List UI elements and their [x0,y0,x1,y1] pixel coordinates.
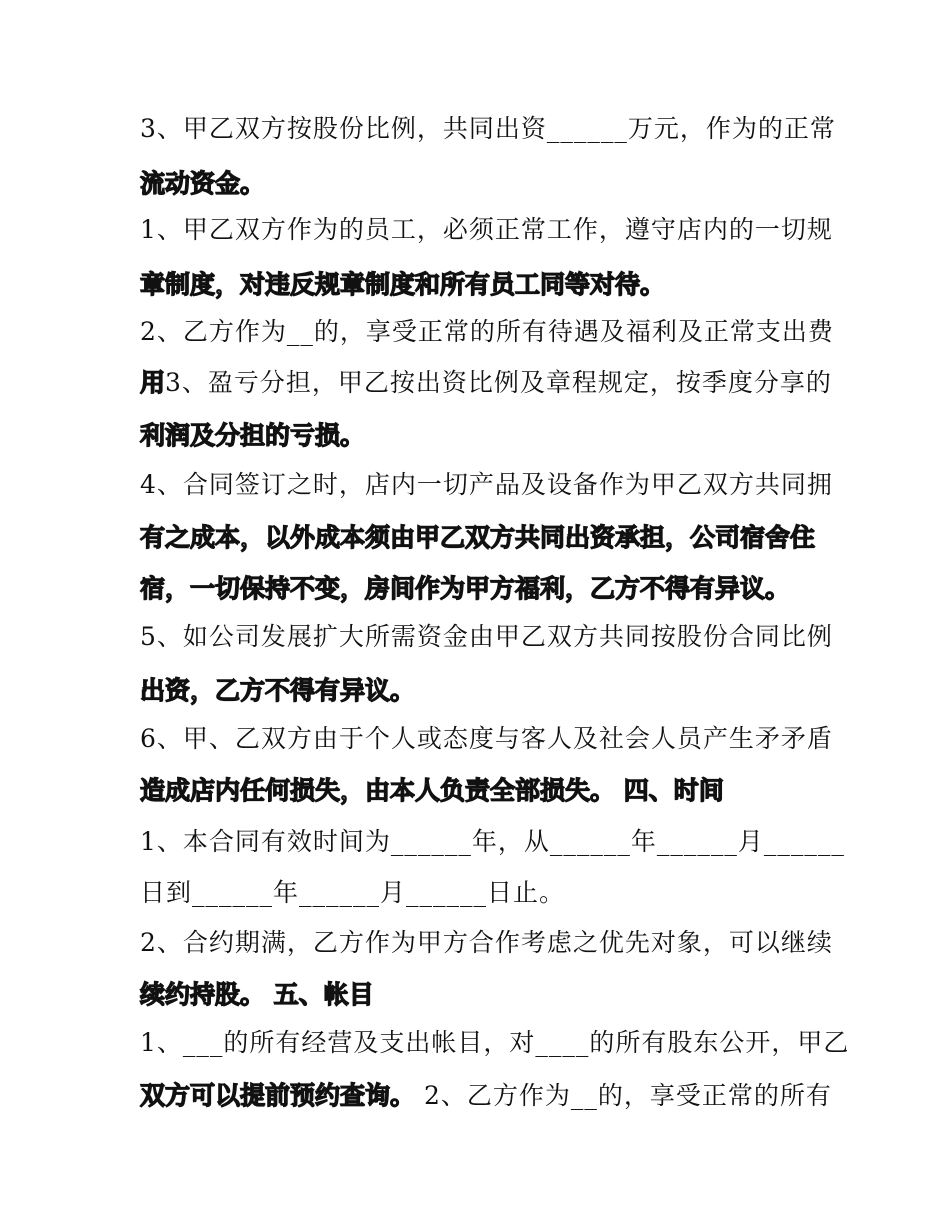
line-4 [140,268,840,302]
line-18 [140,978,840,1012]
line-8-text: 4、合同签订之时，店内一切产品及设备作为甲乙双方共同拥 [140,470,833,499]
line-19-text: 1、___的所有经营及支出帐目，对____的所有股东公开，甲乙 [140,1028,850,1057]
line-17-text: 2、合约期满，乙方作为甲方合作考虑之优先对象，可以继续 [140,928,833,957]
line-15 [140,825,845,859]
line-7-hollow-text: 利润及分担的亏损。 [140,421,366,450]
line-1-text: 3、甲乙双方按股份比例，共同出资______万元，作为的正常 [140,114,836,143]
line-5 [140,315,840,349]
line-3 [140,213,840,247]
line-9-hollow-text: 有之成本，以外成本须由甲乙双方共同出资承担，公司宿舍住 [140,523,816,552]
line-12-hollow-text: 出资，乙方不得有异议。 [140,676,416,705]
line-20 [140,1079,840,1113]
line-16-text: 日到______年______月______日止。 [140,878,566,907]
line-17 [140,926,840,960]
line-8 [140,468,840,502]
line-10-hollow-text: 宿，一切保持不变，房间作为甲方福利，乙方不得有异议。 [140,574,791,603]
line-9 [140,521,840,555]
line-5-text: 2、乙方作为__的，享受正常的所有待遇及福利及正常支出费 [140,317,834,346]
line-19 [140,1026,850,1060]
line-1 [140,112,840,146]
line-10 [140,572,840,606]
line-2-hollow-text: 流动资金。 [140,169,266,198]
line-12 [140,674,840,708]
line-13 [140,722,840,756]
line-18-hollow-text: 续约持股。 五、帐目 [140,980,374,1009]
line-3-text: 1、甲乙双方作为的员工，必须正常工作，遵守店内的一切规 [140,215,833,244]
line-11-text: 5、如公司发展扩大所需资金由甲乙双方共同按股份合同比例 [140,622,833,651]
line-20-hollow-text: 双方可以提前预约查询。 [140,1081,416,1110]
line-14 [140,774,840,808]
line-7 [140,419,840,453]
line-4-hollow-text: 章制度，对违反规章制度和所有员工同等对待。 [140,270,666,299]
line-20-text: 2、乙方作为__的，享受正常的所有 [415,1081,832,1110]
line-6-text: 3、盈亏分担，甲乙按出资比例及章程规定，按季度分享的 [165,368,832,397]
line-6 [140,366,840,400]
line-15-text: 1、本合同有效时间为______年，从______年______月______ [140,827,845,856]
line-14-hollow-text: 造成店内任何损失，由本人负责全部损失。 四、时间 [140,776,724,805]
line-2 [140,167,840,201]
line-16 [140,876,840,910]
line-13-text: 6、甲、乙双方由于个人或态度与客人及社会人员产生矛矛盾 [140,724,833,753]
line-11 [140,620,840,654]
line-6-hollow-text: 用 [140,368,166,397]
